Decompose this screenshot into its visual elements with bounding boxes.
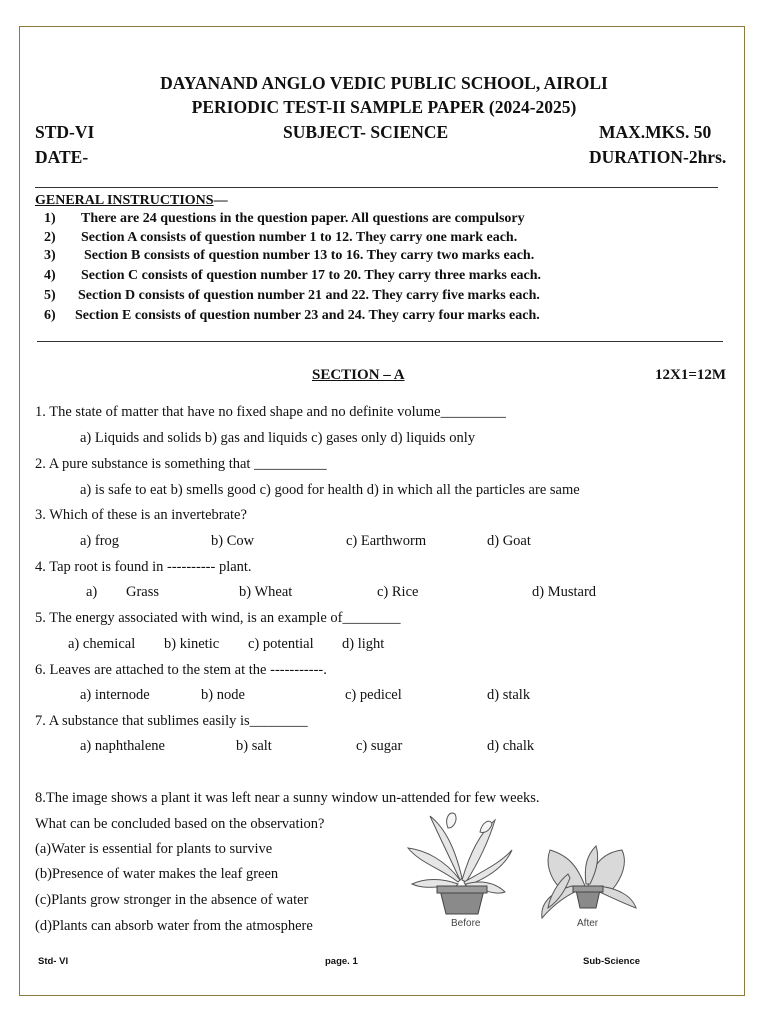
instructions-rule [37,341,723,342]
after-caption: After [577,918,599,929]
question-2: 2. A pure substance is something that __________ [35,456,327,472]
instruction-item: Section A consists of question number 1 to 12. They carry one mark each. [81,230,518,245]
question-8: 8.The image shows a plant it was left near a sunny window un-attended for few weeks. [35,790,540,806]
option-a: a) internode [80,687,150,703]
option-d: d) stalk [487,687,531,703]
duration-label: DURATION-2hrs. [589,147,727,167]
option-b: b) Cow [211,533,255,549]
instructions-heading [35,191,228,209]
footer-page: page. 1 [325,956,358,967]
plant-illustration [400,808,660,933]
std-label: STD-VI [35,122,95,142]
footer-std: Std- VI [38,956,69,967]
option-b: b) node [201,687,245,703]
instruction-num: 1) [44,211,56,226]
question-6: 6. Leaves are attached to the stem at the -----------. [35,662,327,678]
max-marks-label: MAX.MKS. 50 [599,122,712,142]
option-d: d) chalk [487,738,535,754]
footer-subject: Sub-Science [583,956,641,967]
option-a: a) naphthalene [80,738,165,754]
option-a: a) [86,584,98,600]
option-d: d) Mustard [532,584,597,600]
before-caption: Before [451,918,481,929]
option-a: a) chemical [68,636,136,652]
option-d: d) light [342,636,385,652]
instruction-num: 2) [44,230,56,245]
header-rule [35,187,718,188]
instruction-item: There are 24 questions in the question paper. All questions are compulsory [81,211,525,226]
exam-title: PERIODIC TEST-II SAMPLE PAPER (2024-2025) [191,97,577,117]
option-a-text: Grass [126,584,160,600]
subject-label: SUBJECT- SCIENCE [283,122,449,142]
option-b: b) salt [236,738,272,754]
option-b: b) Wheat [239,584,293,600]
question-4: 4. Tap root is found in ---------- plant. [35,559,252,575]
question-7: 7. A substance that sublimes easily is________ [35,713,308,729]
instruction-num: 3) [44,248,56,263]
question-1: 1. The state of matter that have no fixed shape and no definite volume_________ [35,404,506,420]
option-d: (d)Plants can absorb water from the atmosphere [35,918,313,934]
instructions-dash: — [213,193,228,208]
section-marks: 12X1=12M [655,367,727,383]
option-b: (b)Presence of water makes the leaf green [35,866,279,882]
instruction-num: 4) [44,268,56,283]
wilted-plant-icon [542,846,636,918]
instruction-item: Section C consists of question number 17 to 20. They carry three marks each. [81,268,542,283]
option-b: b) kinetic [164,636,220,652]
healthy-plant-icon [408,813,512,914]
option-d: d) Goat [487,533,531,549]
instructions-title: GENERAL INSTRUCTIONS [35,193,214,208]
question-1-options: a) Liquids and solids b) gas and liquids c) gases only d) liquids only [80,430,476,446]
option-c: c) sugar [356,738,403,754]
school-name: DAYANAND ANGLO VEDIC PUBLIC SCHOOL, AIROLI [160,73,608,93]
option-c: c) Earthworm [346,533,427,549]
question-2-options: a) is safe to eat b) smells good c) good for health d) in which all the particles are same [80,482,580,498]
instruction-item: Section B consists of question number 13 to 16. They carry two marks each. [84,248,535,263]
instruction-item: Section D consists of question number 21 and 22. They carry five marks each. [78,288,540,303]
question-8-prompt: What can be concluded based on the observation? [35,816,325,832]
instruction-num: 6) [44,308,56,323]
option-a: a) frog [80,533,120,549]
date-label: DATE- [35,147,89,167]
option-c: c) potential [248,636,314,652]
option-c: (c)Plants grow stronger in the absence of water [35,892,309,908]
option-a: (a)Water is essential for plants to survive [35,841,273,857]
instruction-item: Section E consists of question number 23 and 24. They carry four marks each. [75,308,540,323]
section-title: SECTION – A [312,367,405,383]
question-3: 3. Which of these is an invertebrate? [35,507,247,523]
instruction-num: 5) [44,288,56,303]
question-5: 5. The energy associated with wind, is an example of________ [35,610,401,626]
option-c: c) pedicel [345,687,402,703]
option-c: c) Rice [377,584,419,600]
